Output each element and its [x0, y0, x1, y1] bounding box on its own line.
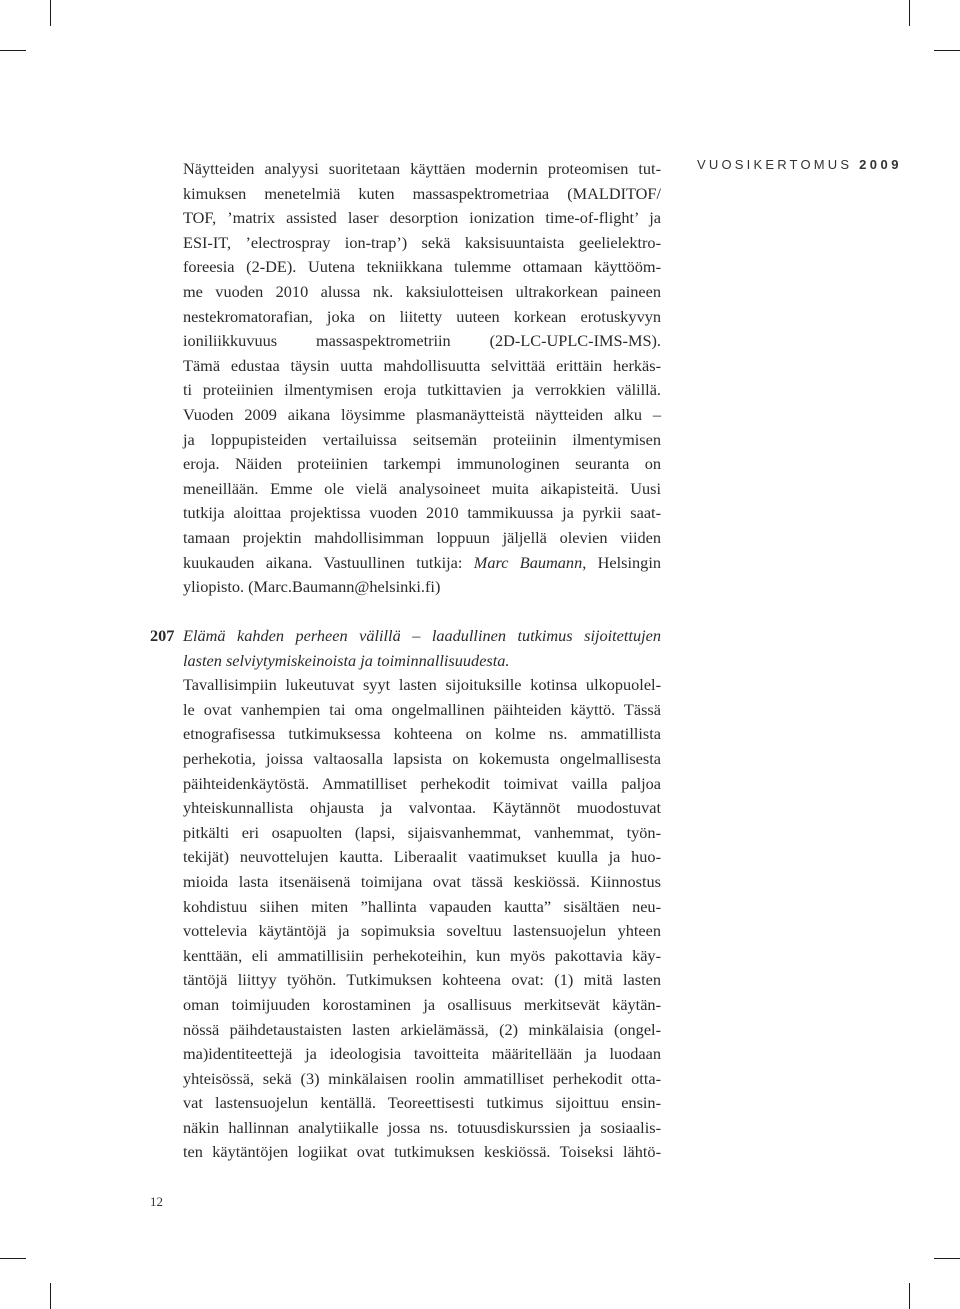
text-segment: kuukauden aikana. Vastuullinen tutkija:: [183, 552, 474, 572]
crop-mark: [50, 1283, 51, 1309]
text-line: tekijät) neuvottelujen kautta. Liberaalit vaatimukset kuulla ja huo-: [183, 847, 661, 867]
crop-mark: [50, 0, 51, 26]
text-line: mioida lasta itsenäisenä toimijana ovat tässä keskiössä. Kiinnostus: [183, 871, 661, 891]
crop-mark: [934, 1258, 960, 1259]
text-line: Näytteiden analyysi suoritetaan käyttäen modernin proteomisen tut-: [183, 159, 661, 178]
text-line: näkin hallinnan analytiikalle jossa ns. totuusdiskurssien ja sosiaalis-: [183, 1117, 661, 1137]
text-line: etnografisessa tutkimuksessa kohteena on kolme ns. ammatillista: [183, 724, 661, 744]
text-line: oman toimijuuden korostaminen ja osallisuus merkitsevät käytän-: [183, 994, 661, 1014]
text-line: Tavallisimpiin lukeutuvat syyt lasten sijoituksille kotinsa ulkopuolel-: [183, 675, 661, 695]
text-line: Vuoden 2009 aikana löysimme plasmanäytteistä näytteiden alku –: [183, 404, 661, 424]
text-line: yhteiskunnallista ohjausta ja valvontaa. Käytännöt muodostuvat: [183, 798, 661, 818]
running-header: [697, 157, 902, 172]
researcher-name: Marc Baumann: [473, 552, 583, 572]
paragraph-sample-analysis: [183, 157, 661, 600]
text-line: kenttään, eli ammatillisiin perhekoteihin, kun myös pakottavia käy-: [183, 945, 661, 965]
text-line: ma)identiteettejä ja ideologisia tavoitteita määritellään ja luodaan: [183, 1044, 661, 1064]
text-line: pitkälti eri osapuolten (lapsi, sijaisvanhemmat, vanhemmat, työn-: [183, 822, 661, 842]
crop-mark: [934, 50, 960, 51]
text-line: le ovat vanhempien tai oma ongelmallinen päihteiden käyttö. Tässä: [183, 699, 661, 719]
project-207: [183, 624, 661, 1165]
crop-mark: [909, 1283, 910, 1309]
text-line: täntöjä liittyy työhön. Tutkimuksen kohteena ovat: (1) mitä lasten: [183, 970, 661, 990]
project-title-line: Elämä kahden perheen välillä – laadullinen tutkimus sijoitettujen: [183, 626, 661, 645]
text-line: foreesia (2-DE). Uutena tekniikkana tulemme ottamaan käyttööm-: [183, 257, 661, 277]
text-line: me vuoden 2010 alussa nk. kaksiulotteisen ultrakorkean paineen: [183, 281, 661, 301]
text-line: Tämä edustaa täysin uutta mahdollisuutta selvittää erittäin herkäs-: [183, 355, 661, 375]
text-line: kohdistuu siihen miten ”hallinta vapauden kautta” sisältäen neu-: [183, 896, 661, 916]
text-line: kimuksen menetelmiä kuten massaspektrometriaa (MALDITOF/: [183, 183, 661, 203]
crop-mark: [909, 0, 910, 26]
page-number: 12: [150, 1194, 163, 1209]
header-label: VUOSIKERTOMUS: [697, 157, 853, 172]
text-line: päihteidenkäytöstä. Ammatilliset perhekodit toimivat vailla paljoa: [183, 773, 661, 793]
text-line: ti proteiinien ilmentymisen eroja tutkittavien ja verrokkien välillä.: [183, 380, 661, 400]
text-segment: , Helsingin: [582, 552, 661, 572]
text-line: ja loppupisteiden vertailuissa seitsemän proteiinin ilmentymisen: [183, 429, 661, 449]
text-line: nestekromatorafian, joka on liitetty uuteen korkean erotuskyvyn: [183, 306, 661, 326]
text-line: meneillään. Emme ole vielä analysoineet muita aikapisteitä. Uusi: [183, 478, 661, 498]
project-title-line: lasten selviytymiskeinoista ja toiminnallisuudesta.: [183, 650, 510, 670]
text-line: ESI-IT, ’electrospray ion-trap’) sekä kaksisuuntaista geelielektro-: [183, 232, 661, 252]
text-line: perhekotia, joissa valtaosalla lapsista on kokemusta ongelmallisesta: [183, 748, 661, 768]
text-line: TOF, ’matrix assisted laser desorption ionization time-of-flight’ ja: [183, 208, 661, 228]
text-line: tamaan projektin mahdollisimman loppuun jäljellä olevien viiden: [183, 527, 661, 547]
text-line: yliopisto. (Marc.Baumann@helsinki.fi): [183, 577, 441, 597]
text-line: yhteisössä, sekä (3) minkälaisen roolin ammatilliset perhekodit otta-: [183, 1068, 661, 1088]
text-line: ten käytäntöjen logiikat ovat tutkimuksen keskiössä. Toiseksi lähtö-: [183, 1142, 661, 1162]
crop-mark: [0, 50, 26, 51]
text-line: vottelevia käytäntöjä ja sopimuksia soveltuu lastensuojelun yhteen: [183, 921, 661, 941]
text-line: eroja. Näiden proteiinien tarkempi immunologinen seuranta on: [183, 454, 661, 474]
text-line: tutkija aloittaa projektissa vuoden 2010 tammikuussa ja pyrkii saat-: [183, 503, 661, 523]
text-line-researcher: [183, 551, 661, 576]
project-number: 207: [150, 626, 175, 645]
crop-mark: [0, 1258, 26, 1259]
text-line: nössä päihdetaustaisten lasten arkielämässä, (2) minkälaisia (ongel-: [183, 1019, 661, 1039]
text-line: vat lastensuojelun kentällä. Teoreettisesti tutkimus sijoittuu ensin-: [183, 1093, 661, 1113]
text-line: ioniliikkuvuus massaspektrometriin (2D-LC-UPLC-IMS-MS).: [183, 331, 661, 351]
header-year: 2009: [859, 157, 902, 172]
